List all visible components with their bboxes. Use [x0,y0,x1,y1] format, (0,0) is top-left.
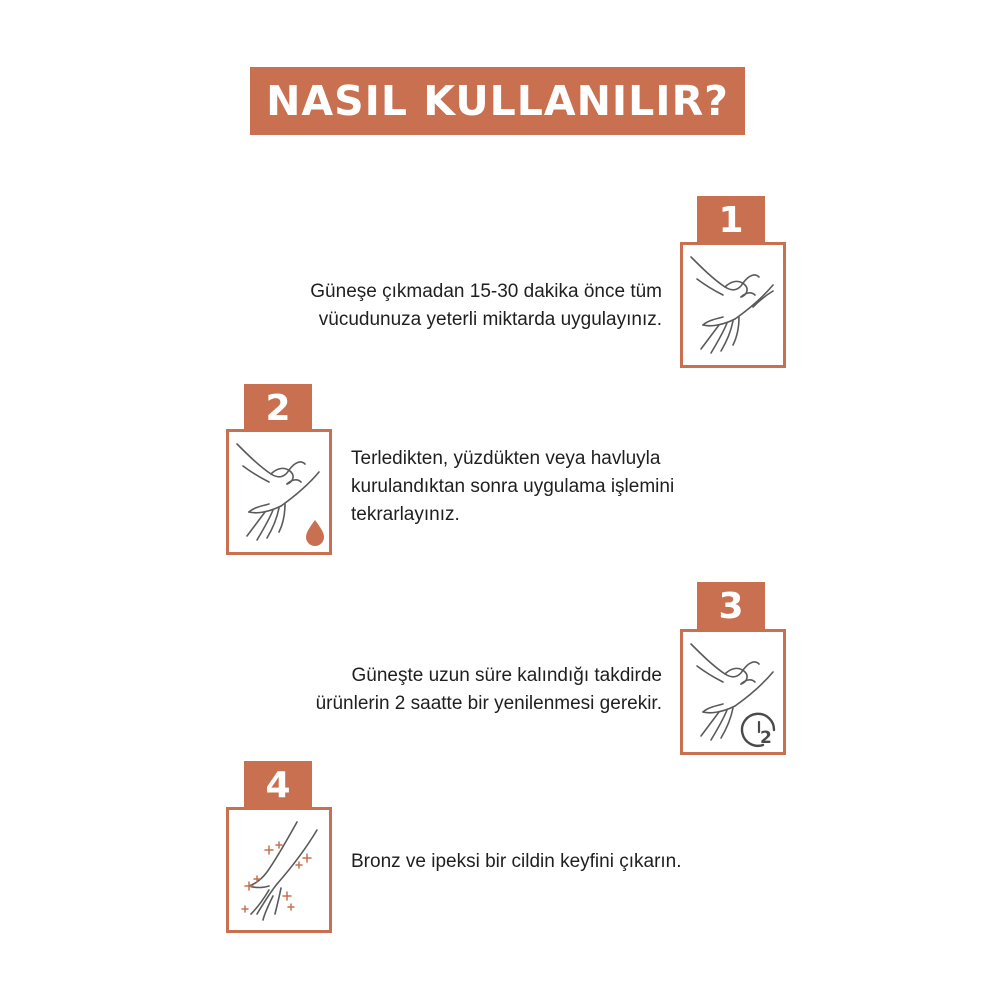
page-title: NASIL KULLANILIR? [266,77,729,125]
drop-icon [306,520,324,546]
step-2-line-1: Terledikten, yüzdükten veya havluyla [351,448,661,469]
step-3-line-2: ürünlerin 2 saatte bir yenilenmesi gerekir. [315,693,662,714]
step-1-number-tab [697,196,765,244]
step-2-number: 2 [265,387,291,429]
sparkling-arm-icon [229,810,329,930]
clock-label: 2 [760,728,772,748]
title-banner [250,67,745,135]
step-2-icon-box [226,429,332,555]
sparkle-icons [242,842,311,912]
step-3-line-1: Güneşte uzun süre kalındığı takdirde [351,665,662,686]
step-4-number: 4 [265,764,291,806]
step-1-number: 1 [718,199,744,241]
step-4-line-1: Bronz ve ipeksi bir cildin keyfini çıkarın. [351,851,682,872]
step-2-text [351,445,771,529]
applying-hands-icon [683,245,783,365]
step-3-number: 3 [718,585,744,627]
step-3-text [200,662,662,718]
step-3-icon-box [680,629,786,755]
step-1-text [200,278,662,334]
step-2-number-tab [244,384,312,432]
step-2-line-2: kurulandıktan sonra uygulama işlemini [351,476,675,497]
step-2-line-3: tekrarlayınız. [351,504,460,525]
step-1-icon-box [680,242,786,368]
step-4-number-tab [244,761,312,809]
step-4-icon-box [226,807,332,933]
step-1-line-2: vücudunuza yeterli miktarda uygulayınız. [318,309,662,330]
step-3-number-tab [697,582,765,630]
applying-hands-drop-icon [229,432,329,552]
step-4-text [351,848,771,876]
step-1-line-1: Güneşe çıkmadan 15-30 dakika önce tüm [310,281,662,302]
